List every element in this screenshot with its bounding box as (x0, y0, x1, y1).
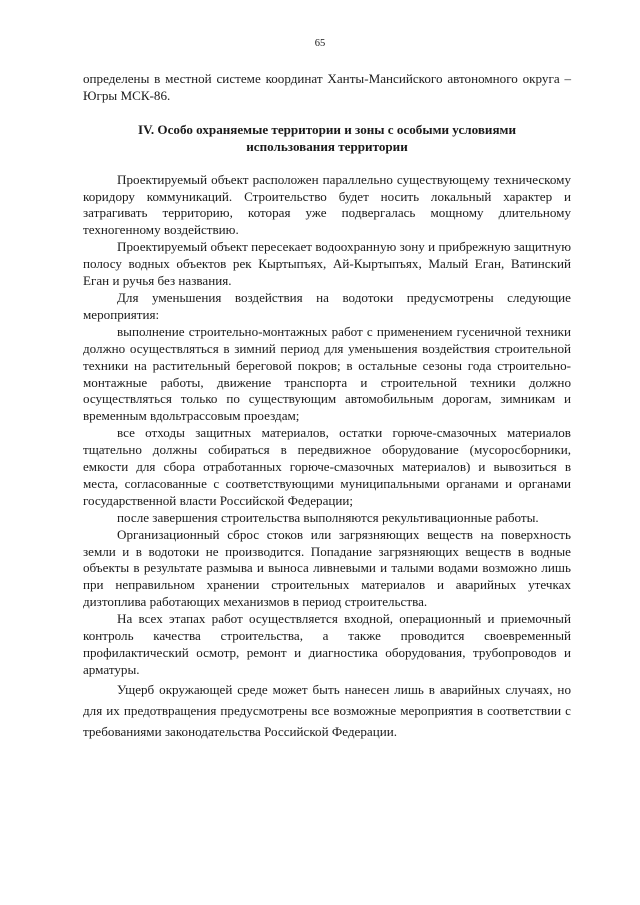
paragraph-measure-recultivation: после завершения строительства выполняются рекультивационные работы. (117, 509, 539, 525)
paragraph-location: Проектируемый объект расположен параллельно существующему техническому коридору коммуникаций. Строительство будет носить локальный характер и затрагивать территорию, которая уже подвергалась мощному длительному техногенному воздействию. (83, 171, 571, 238)
page-body (83, 71, 571, 742)
paragraph-damage: Ущерб окружающей среде может быть нанесен лишь в аварийных случаях, но для их предотвращения предусмотрены все возможные мероприятия в соответствии с требованиями законодательства Российской Федерации. (83, 681, 571, 739)
paragraph-measure-construction: выполнение строительно-монтажных работ с применением гусеничной техники должно осуществляться в зимний период для уменьшения воздействия строительной техники на растительный береговой покров; в остальные сезоны года строительно-монтажные работы, движение транспорта и строительной техники должно осуществляться только по существующим автомобильным дорогам, зимникам и временным вдольтрассовым проездам; (83, 323, 571, 424)
page-number: 65 (314, 38, 326, 49)
paragraph-discharge: Организационный сброс стоков или загрязняющих веществ на поверхность земли и в водотоки не производится. Попадание загрязняющих веществ в водные объекты в результате размыва и выноса ливневыми и талыми водами возможно лишь при неправильном хранении строительных материалов и аварийных утечках дизтоплива работающих механизмов в период строительства. (83, 526, 571, 610)
paragraph-coordinate-system: определены в местной системе координат Ханты-Мансийского автономного округа – Югры МСК-86. (83, 71, 571, 103)
paragraph-quality-control: На всех этапах работ осуществляется входной, операционный и приемочный контроль качества строительства, а также проводится своевременный профилактический осмотр, ремонт и диагностика оборудования, трубопроводов и арматуры. (83, 611, 571, 677)
paragraph-measure-waste: все отходы защитных материалов, остатки горюче-смазочных материалов тщательно должны собираться в передвижное оборудование (мусоросборники, емкости для сбора отработанных горюче-смазочных материалов) и вывозиться в места, согласованные с соответствующими муниципальными органами и органами государственной власти Российской Федерации; (83, 425, 571, 508)
section-heading-line-1: IV. Особо охраняемые территории и зоны с особыми условиями (138, 121, 516, 137)
section-heading (83, 122, 571, 156)
paragraph-measures-intro: Для уменьшения воздействия на водотоки предусмотрены следующие мероприятия: (83, 289, 571, 322)
paragraph-water-zone: Проектируемый объект пересекает водоохранную зону и прибрежную защитную полосу водных объектов рек Кыртыпъях, Ай-Кыртыпъях, Малый Еган, Ватинский Еган и ручья без названия. (83, 239, 571, 289)
section-heading-line-2: использования территории (246, 138, 408, 154)
